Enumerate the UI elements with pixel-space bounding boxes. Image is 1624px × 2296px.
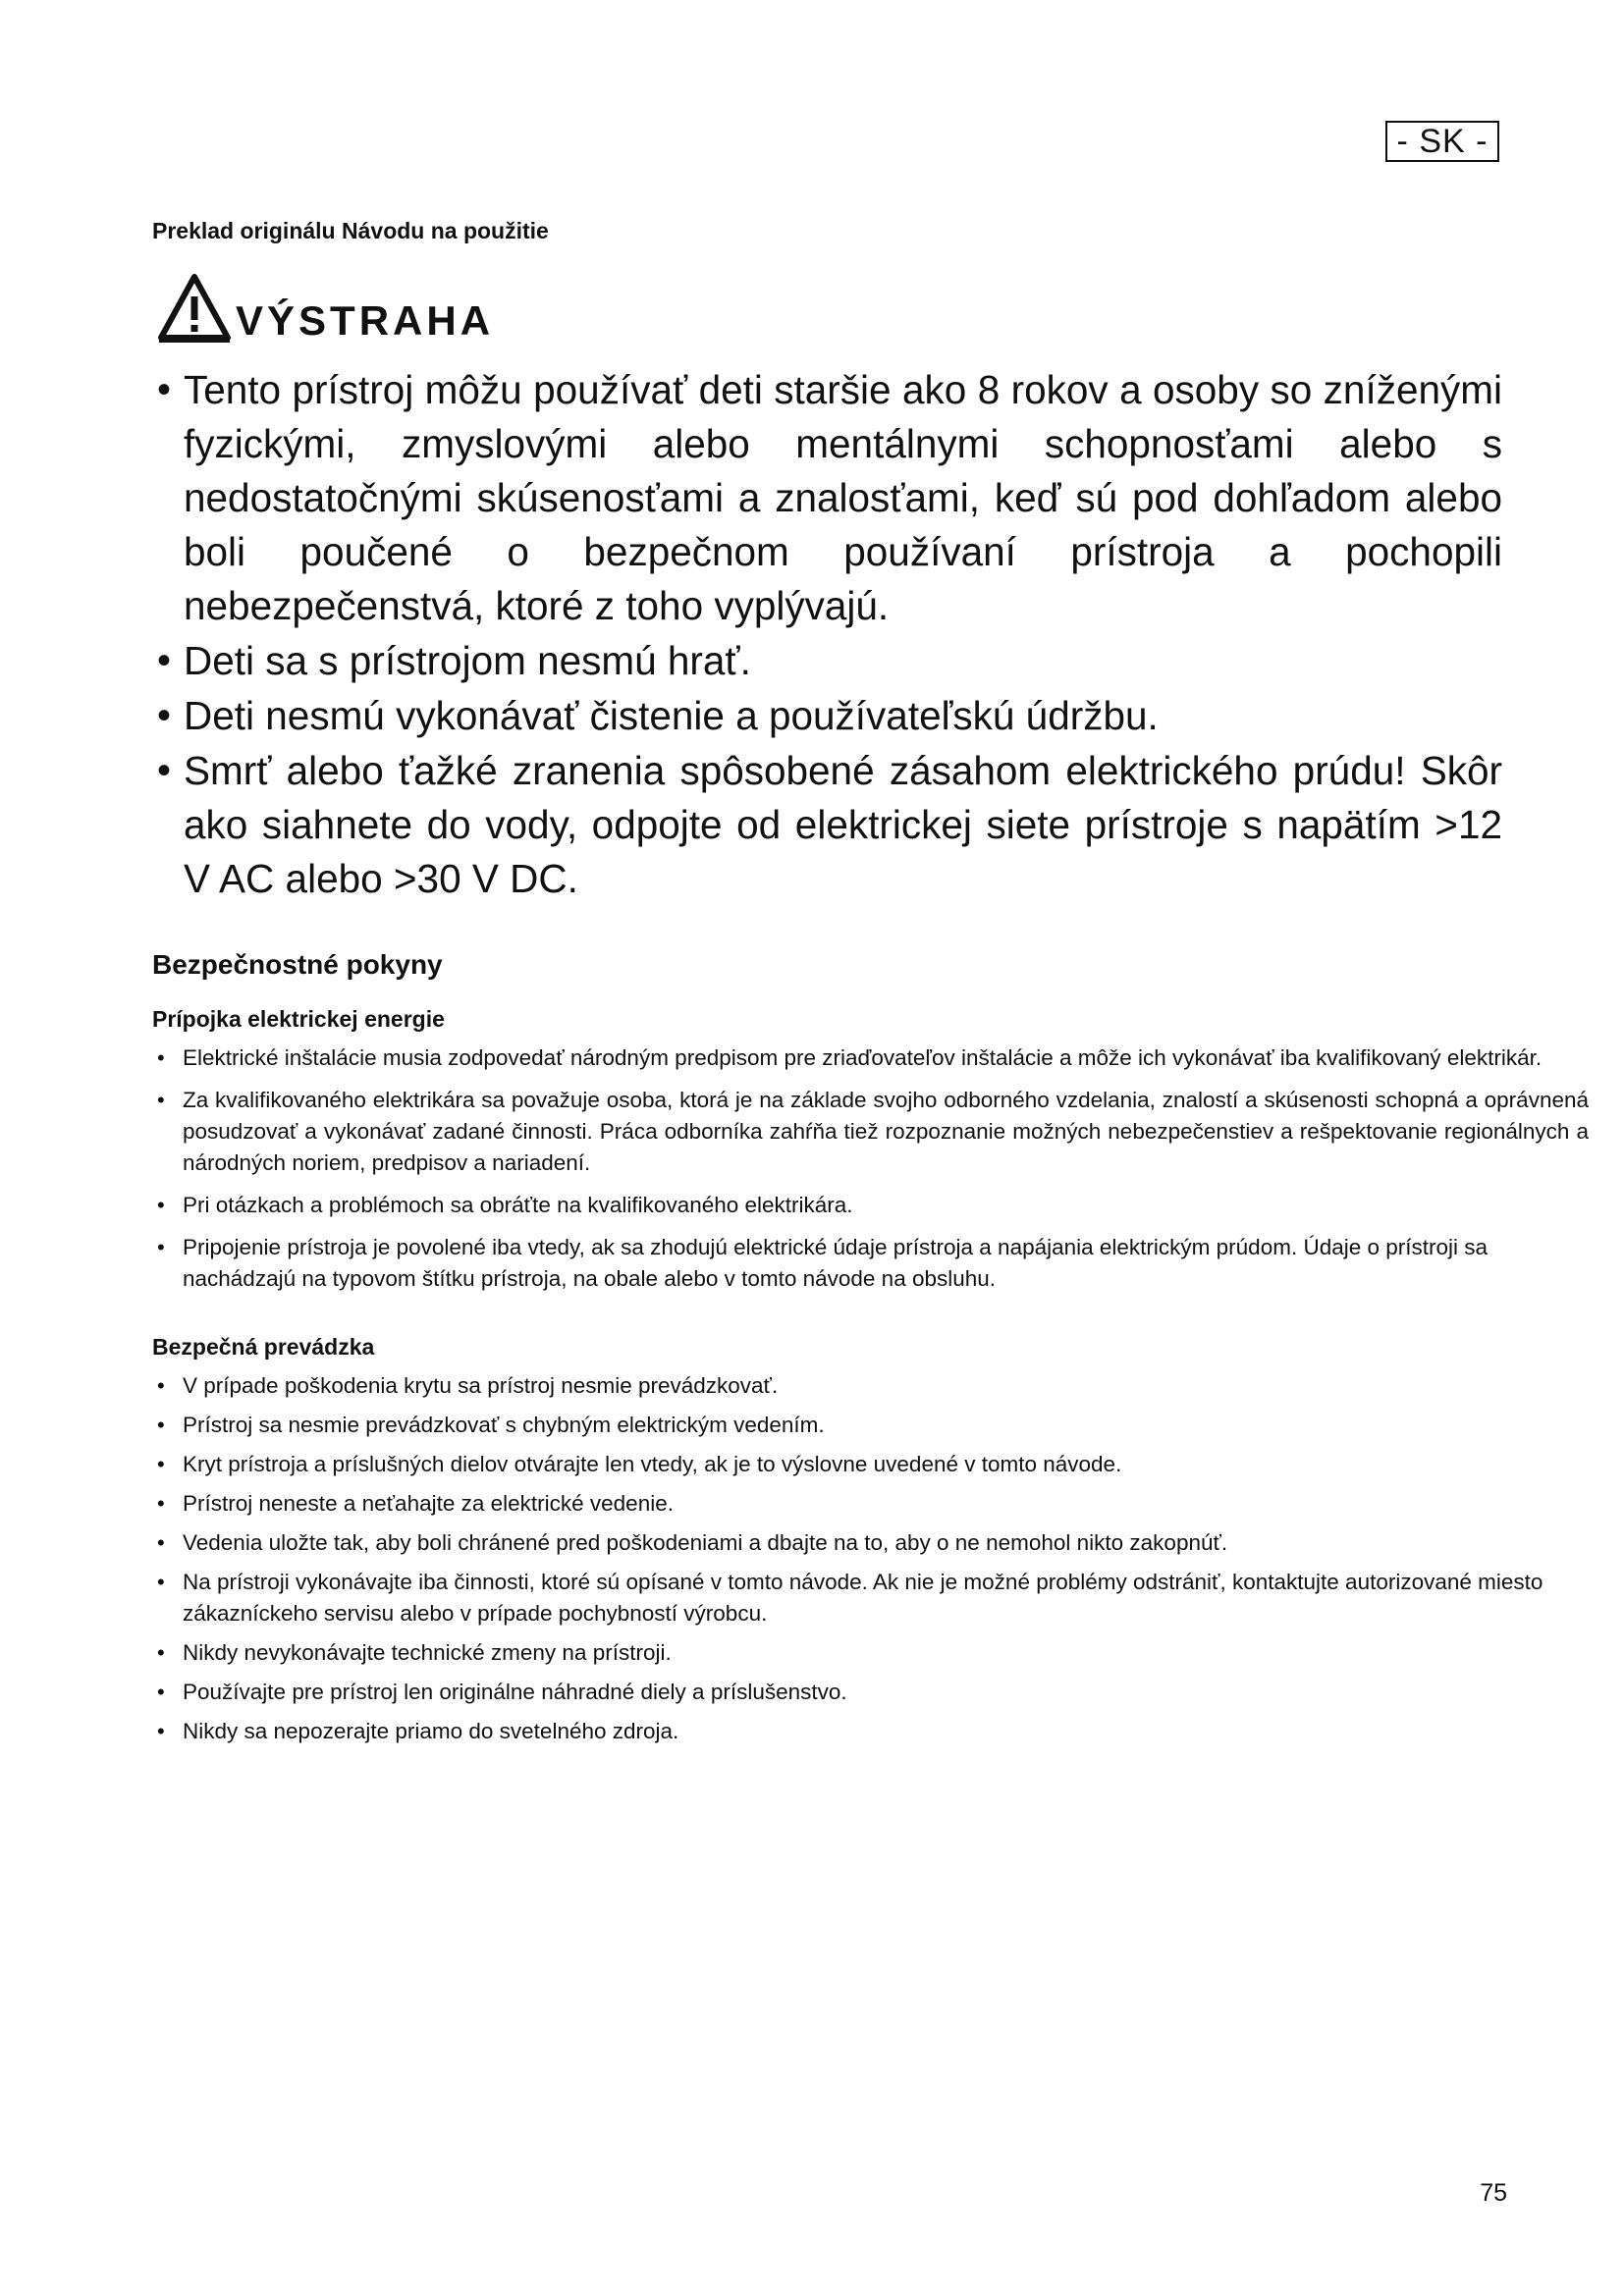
language-tag: - SK - — [1385, 121, 1499, 162]
electrical-list — [157, 1042, 1589, 1306]
list-item: • Kryt prístroja a príslušných dielov otvárajte len vtedy, ak je to výslovne uvedené v tomto návode. — [157, 1449, 1589, 1480]
list-item: • Na prístroji vykonávajte iba činnosti, ktoré sú opísané v tomto návode. Ak nie je možné problémy odstrániť, kontaktujte autorizované miesto zákazníckeho servisu alebo v prípade pochybností výrobcu. — [157, 1567, 1589, 1629]
list-item: • Vedenia uložte tak, aby boli chránené pred poškodeniami a dbajte na to, aby o ne nemohol nikto zakopnúť. — [157, 1527, 1589, 1559]
list-item: • Pri otázkach a problémoch sa obráťte na kvalifikovaného elektrikára. — [157, 1190, 1589, 1221]
operation-heading: Bezpečná prevádzka — [152, 1334, 375, 1360]
translation-note: Preklad originálu Návodu na použitie — [152, 218, 549, 243]
list-item: • Používajte pre prístroj len originálne náhradné diely a príslušenstvo. — [157, 1677, 1589, 1708]
safety-heading: Bezpečnostné pokyny — [152, 949, 443, 980]
warning-item: • Deti sa s prístrojom nesmú hrať. — [157, 634, 1502, 688]
warning-triangle-icon — [157, 273, 232, 344]
list-item: • Prístroj sa nesmie prevádzkovať s chybným elektrickým vedením. — [157, 1410, 1589, 1441]
warning-list — [157, 363, 1502, 907]
warning-item: • Tento prístroj môžu používať deti staršie ako 8 rokov a osoby so zníženými fyzickými, zmyslovými alebo mentálnymi schopnosťami alebo s nedostatočnými skúsenosťami a znalosťami, keď sú pod dohľadom alebo boli poučené o bezpečnom používaní prístroja a pochopili nebezpečenstvá, ktoré z toho vyplývajú. — [157, 363, 1502, 633]
list-item: • Prístroj neneste a neťahajte za elektrické vedenie. — [157, 1488, 1589, 1520]
list-item: • Za kvalifikovaného elektrikára sa považuje osoba, ktorá je na základe svojho odborného vzdelania, znalostí a skúsenosti schopná a oprávnená posudzovať a vykonávať zadané činnosti. Práca odborníka zahŕňa tiež rozpoznanie možných nebezpečenstiev a rešpektovanie regionálnych a národných noriem, predpisov a nariadení. — [157, 1085, 1589, 1179]
warning-item: • Deti nesmú vykonávať čistenie a používateľskú údržbu. — [157, 689, 1502, 743]
list-item: • Nikdy nevykonávajte technické zmeny na prístroji. — [157, 1637, 1589, 1669]
list-item: • V prípade poškodenia krytu sa prístroj nesmie prevádzkovať. — [157, 1370, 1589, 1402]
warning-title: VÝSTRAHA — [236, 297, 495, 344]
warning-item: • Smrť alebo ťažké zranenia spôsobené zásahom elektrického prúdu! Skôr ako siahnete do vody, odpojte od elektrickej siete prístroje s napätím >12 V AC alebo >30 V DC. — [157, 744, 1502, 906]
list-item: • Elektrické inštalácie musia zodpovedať národným predpisom pre zriaďovateľov inštalácie a môže ich vykonávať iba kvalifikovaný elektrikár. — [157, 1042, 1589, 1074]
warning-heading — [157, 273, 494, 344]
electrical-heading: Prípojka elektrickej energie — [152, 1006, 445, 1032]
list-item: • Pripojenie prístroja je povolené iba vtedy, ak sa zhodujú elektrické údaje prístroja a napájania elektrickým prúdom. Údaje o prístroji sa nachádzajú na typovom štítku prístroja, na obale alebo v tomto návode na obsluhu. — [157, 1232, 1589, 1295]
operation-list — [157, 1370, 1589, 1755]
list-item: • Nikdy sa nepozerajte priamo do svetelného zdroja. — [157, 1716, 1589, 1747]
page-number: 75 — [1480, 2179, 1507, 2207]
